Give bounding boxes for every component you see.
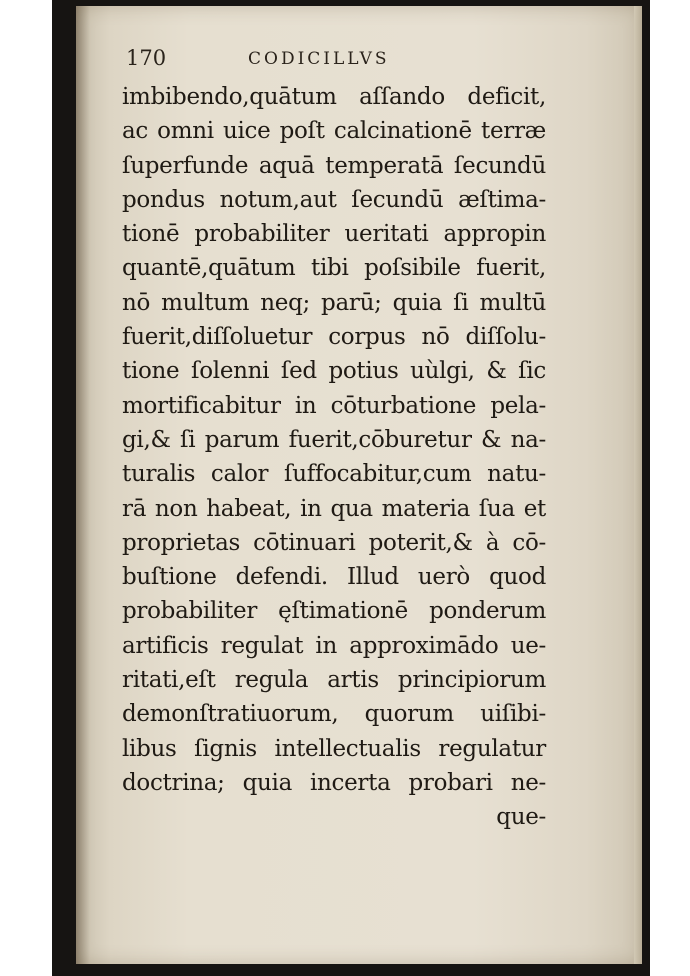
- text-line: ritati,eſt regula artis principiorum: [122, 667, 546, 694]
- text-line: quantē,quātum tibi poſsibile fuerit,: [122, 255, 546, 282]
- text-line: ſuperfunde aquā temperatā ſecundū: [122, 152, 546, 179]
- page-header: [126, 46, 546, 76]
- text-line: fuerit,diſſoluetur corpus nō diſſolu-: [122, 324, 546, 351]
- gutter-shadow: [76, 6, 90, 964]
- page-edge: [634, 6, 642, 964]
- text-line: imbibendo,quātum aſſando deficit,: [122, 84, 546, 110]
- text-line: pondus notum,aut ſecundū æſtima-: [122, 186, 546, 213]
- text-line: libus ſignis intellectualis regulatur: [122, 735, 546, 762]
- text-line: artificis regulat in approximādo ue-: [122, 632, 546, 659]
- text-line: proprietas cōtinuari poterit,& à cō-: [122, 529, 546, 556]
- catchword: que-: [496, 804, 546, 831]
- text-line: tionē probabiliter ueritati appropin: [122, 221, 546, 248]
- text-line: ac omni uice poſt calcinationē terræ: [122, 118, 546, 145]
- text-line: mortificabitur in cōturbatione pela-: [122, 392, 546, 419]
- text-line: demonſtratiuorum, quorum uiſibi-: [122, 701, 546, 728]
- text-line: doctrina; quia incerta probari ne-: [122, 769, 546, 796]
- running-head: CODICILLVS: [248, 49, 390, 69]
- text-line: nō multum neq; parū; quia ſi multū: [122, 289, 546, 316]
- page-number: 170: [126, 46, 167, 70]
- text-line: turalis calor ſuffocabitur,cum natu-: [122, 461, 546, 488]
- text-line: rā non habeat, in qua materia ſua et: [122, 495, 546, 522]
- body-text: [122, 80, 546, 835]
- text-line: gi,& ſi parum fuerit,cōburetur & na-: [122, 426, 546, 453]
- text-line: buſtione defendi. Illud uerò quod: [122, 564, 546, 591]
- text-line: tione ſolenni ſed potius uùlgi, & ſic: [122, 358, 546, 385]
- text-line: probabiliter ęſtimationē ponderum: [122, 598, 546, 625]
